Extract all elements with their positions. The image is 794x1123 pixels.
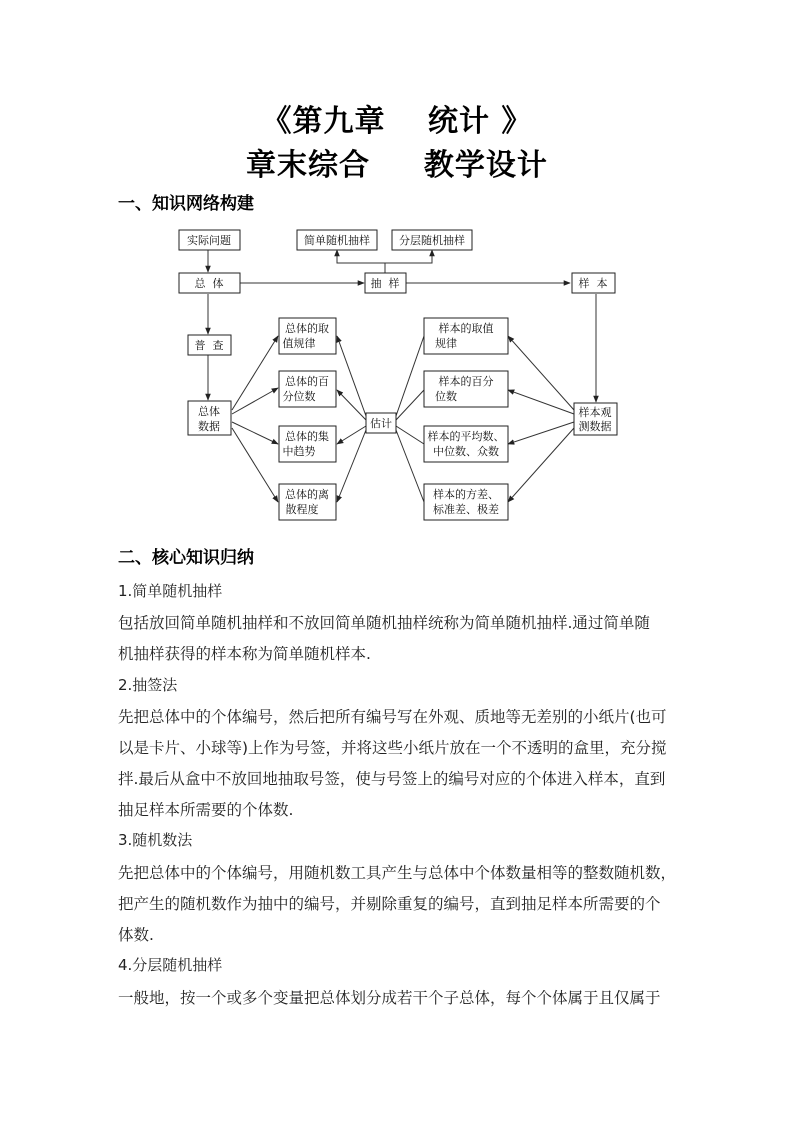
box-yangben-guance bbox=[574, 403, 617, 435]
box-yangben-guance-line1: 样本观 bbox=[578, 406, 612, 419]
box-right-1 bbox=[424, 318, 508, 354]
section-heading-core: 二、核心知识归纳 bbox=[118, 548, 254, 568]
box-guji bbox=[366, 413, 396, 433]
box-yangben-label: 样 本 bbox=[578, 277, 608, 290]
item-2-title: 2.抽签法 bbox=[118, 676, 178, 694]
box-left-2 bbox=[279, 371, 336, 407]
item-2-line-1: 先把总体中的个体编号，然后把所有编号写在外观、质地等无差别的小纸片(也可 bbox=[118, 708, 667, 726]
item-3-line-2: 把产生的随机数作为抽中的编号，并剔除重复的编号，直到抽足样本所需要的个 bbox=[118, 895, 661, 913]
item-1-line-2: 机抽样获得的样本称为简单随机样本. bbox=[118, 645, 371, 663]
knowledge-network-diagram bbox=[0, 0, 794, 540]
box-right-4-line2: 标准差、极差 bbox=[433, 503, 499, 516]
box-right-1-line2: 规律 bbox=[435, 337, 457, 350]
box-left-1-line1: 总体的取 bbox=[285, 322, 329, 335]
box-left-4-line1: 总体的离 bbox=[285, 488, 329, 501]
box-zongti-label: 总 体 bbox=[194, 277, 224, 290]
box-right-2-line1: 样本的百分 bbox=[438, 375, 494, 388]
title-line-1: 《第九章 统计 》 bbox=[261, 104, 533, 139]
box-fenceng bbox=[392, 230, 472, 250]
box-shishi bbox=[179, 230, 240, 250]
item-1-title: 1.简单随机抽样 bbox=[118, 582, 223, 600]
item-1-line-1: 包括放回简单随机抽样和不放回简单随机抽样统称为简单随机抽样.通过简单随 bbox=[118, 614, 650, 632]
box-zongti-shuju bbox=[188, 401, 231, 435]
box-right-2-line2: 位数 bbox=[435, 390, 457, 403]
box-jiandan-label: 简单随机抽样 bbox=[304, 234, 370, 247]
box-right-2 bbox=[424, 371, 508, 407]
box-left-4 bbox=[279, 484, 336, 520]
box-jiandan bbox=[297, 230, 377, 250]
section-heading-network: 一、知识网络构建 bbox=[118, 194, 254, 214]
item-3-line-3: 体数. bbox=[118, 926, 154, 944]
box-left-3-line2: 中趋势 bbox=[282, 445, 316, 458]
box-yangben bbox=[572, 273, 615, 293]
box-zongti-shuju-line1: 总体 bbox=[198, 405, 220, 418]
box-shishi-label: 实际问题 bbox=[187, 234, 231, 247]
box-right-4-line1: 样本的方差、 bbox=[433, 488, 499, 501]
box-right-3 bbox=[424, 426, 508, 462]
item-3-title: 3.随机数法 bbox=[118, 831, 193, 849]
item-4-title: 4.分层随机抽样 bbox=[118, 956, 223, 974]
item-2-line-3: 拌.最后从盒中不放回地抽取号签，使与号签上的编号对应的个体进入样本，直到 bbox=[118, 770, 666, 788]
box-left-2-line2: 分位数 bbox=[282, 390, 316, 403]
item-2-line-4: 抽足样本所需要的个体数. bbox=[118, 801, 294, 819]
box-pucha bbox=[188, 335, 231, 355]
box-right-1-line1: 样本的取值 bbox=[438, 322, 494, 335]
title-line-2: 章末综合 教学设计 bbox=[246, 148, 548, 183]
box-pucha-label: 普 查 bbox=[194, 339, 224, 352]
box-yangben-guance-line2: 测数据 bbox=[578, 420, 612, 433]
box-left-3 bbox=[279, 426, 336, 462]
box-left-1 bbox=[279, 318, 336, 354]
box-right-3-line1: 样本的平均数、 bbox=[427, 430, 505, 443]
box-left-1-line2: 值规律 bbox=[282, 337, 316, 350]
box-right-3-line2: 中位数、众数 bbox=[433, 445, 499, 458]
box-zongti bbox=[179, 273, 240, 293]
box-guji-label: 估计 bbox=[370, 417, 392, 430]
box-chouyang bbox=[365, 273, 406, 293]
box-right-4 bbox=[424, 484, 508, 520]
item-3-line-1: 先把总体中的个体编号，用随机数工具产生与总体中个体数量相等的整数随机数， bbox=[118, 864, 677, 882]
item-4-line-1: 一般地，按一个或多个变量把总体划分成若干个子总体，每个个体属于且仅属于 bbox=[118, 989, 661, 1007]
box-left-3-line1: 总体的集 bbox=[285, 430, 329, 443]
item-2-line-2: 以是卡片、小球等)上作为号签，并将这些小纸片放在一个不透明的盒里，充分搅 bbox=[118, 739, 667, 757]
box-chouyang-label: 抽 样 bbox=[370, 277, 400, 290]
box-left-4-line2: 散程度 bbox=[285, 503, 319, 516]
box-fenceng-label: 分层随机抽样 bbox=[399, 234, 465, 247]
box-zongti-shuju-line2: 数据 bbox=[198, 420, 220, 433]
box-left-2-line1: 总体的百 bbox=[285, 375, 329, 388]
